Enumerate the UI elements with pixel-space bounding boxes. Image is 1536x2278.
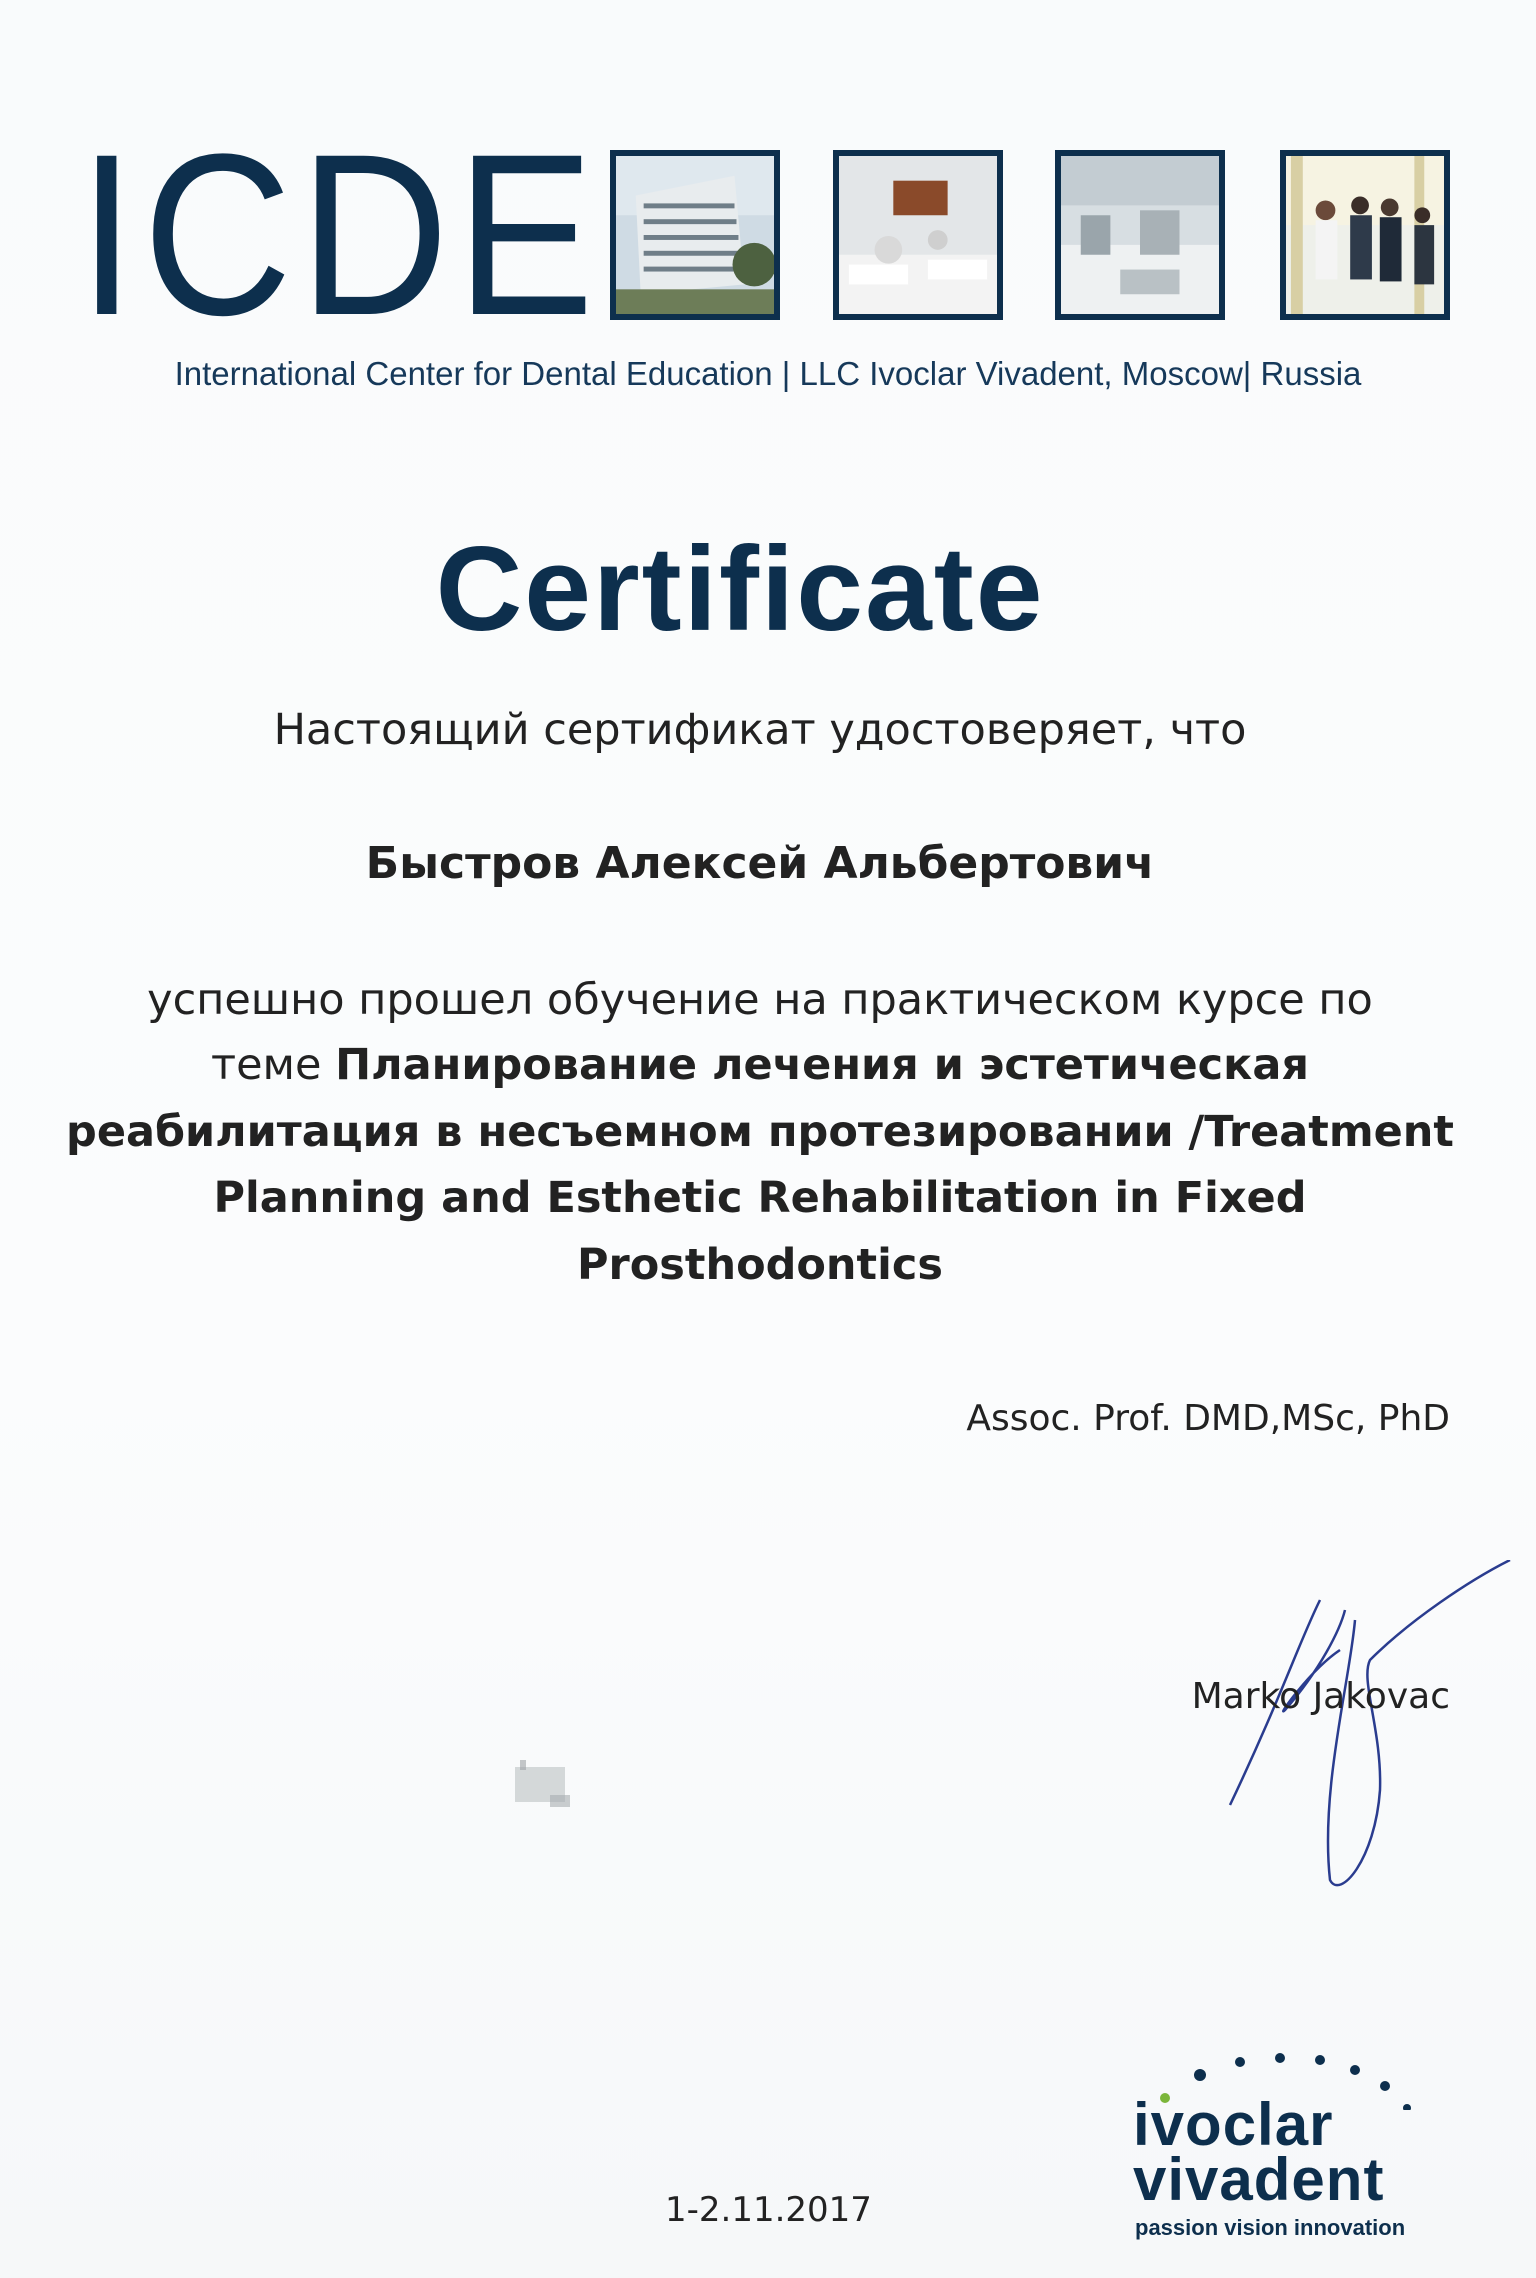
course-line-2: [0, 1040, 1520, 1090]
course-line-2-prefix: теме: [211, 1040, 336, 1090]
course-line-3: реабилитация в несъемном протезировании /Treatment: [66, 1107, 1454, 1157]
signatory-name: Marko Jakovac: [1191, 1676, 1450, 1717]
brand-tagline: passion vision innovation: [1135, 2215, 1406, 2240]
lecture-room-photo: [833, 150, 1003, 320]
ivoclar-vivadent-logo: [1125, 2030, 1455, 2250]
lab-photo: [1055, 150, 1225, 320]
building-photo: [610, 150, 780, 320]
brand-name-line-2: vivadent: [1133, 2146, 1385, 2213]
brand-name-line-1: ivoclar: [1133, 2091, 1334, 2158]
certificate-intro: Настоящий сертификат удостоверяет, что: [273, 705, 1247, 755]
course-title-start: Планирование лечения и эстетическая: [335, 1040, 1309, 1090]
smudge-mark: [510, 1755, 580, 1815]
course-line-5: Prosthodontics: [577, 1240, 943, 1290]
signatory-credentials: Assoc. Prof. DMD,MSc, PhD: [966, 1398, 1450, 1439]
people-photo: [1280, 150, 1450, 320]
header-subtitle: International Center for Dental Education | LLC Ivoclar Vivadent, Moscow| Russia: [174, 355, 1362, 392]
certificate-title: Certificate: [435, 522, 1045, 656]
certificate-date: 1-2.11.2017: [665, 2190, 872, 2230]
icde-logo: ICDE: [78, 106, 602, 363]
recipient-name: Быстров Алексей Альбертович: [365, 838, 1155, 889]
course-line-1: успешно прошел обучение на практическом курсе по: [147, 975, 1373, 1025]
handwritten-signature: [1190, 1560, 1520, 1900]
course-line-4: Planning and Esthetic Rehabilitation in Fixed: [213, 1173, 1307, 1223]
